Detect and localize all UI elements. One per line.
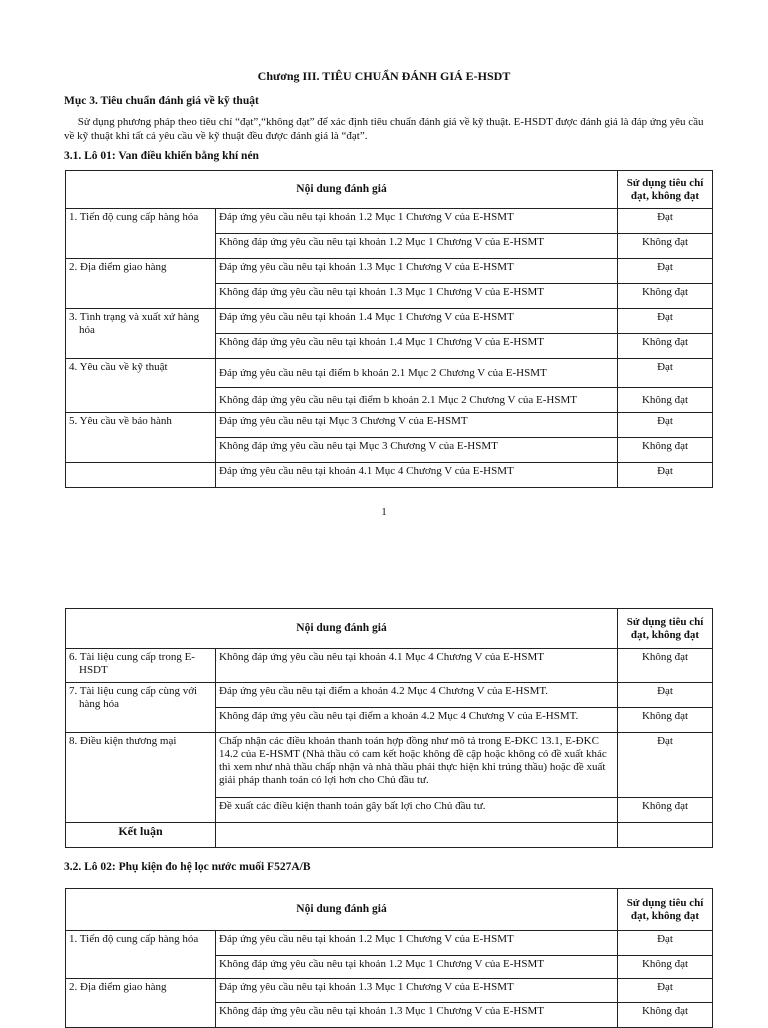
page-number: 1 [381, 506, 387, 518]
criterion-cell [66, 463, 216, 488]
lot1-title: 3.1. Lô 01: Van điều khiển bằng khí nén [64, 150, 259, 162]
table-row [66, 209, 713, 234]
fail-cell: Đề xuất các điều kiện thanh toán gây bất lợi cho Chủ đầu tư. [216, 798, 618, 823]
criterion-cell: 1. Tiến độ cung cấp hàng hóa [66, 931, 216, 979]
pass-cell: Đáp ứng yêu cầu nêu tại điểm a khoản 4.2 Mục 4 Chương V của E-HSMT. [216, 683, 618, 708]
conclusion-result [618, 823, 713, 848]
result-cell: Đạt [618, 733, 713, 798]
fail-cell: Không đáp ứng yêu cầu nêu tại điểm b khoản 2.1 Mục 2 Chương V của E-HSMT [216, 388, 618, 413]
fail-cell: Không đáp ứng yêu cầu nêu tại khoản 1.3 Mục 1 Chương V của E-HSMT [216, 284, 618, 309]
result-cell: Đạt [618, 413, 713, 438]
result-cell: Không đạt [618, 649, 713, 683]
result-cell: Đạt [618, 209, 713, 234]
pass-cell: Đáp ứng yêu cầu nêu tại khoản 1.3 Mục 1 Chương V của E-HSMT [216, 979, 618, 1003]
table-row [66, 733, 713, 798]
result-cell: Đạt [618, 259, 713, 284]
table-row [66, 463, 713, 488]
fail-cell: Không đáp ứng yêu cầu nêu tại điểm a khoản 4.2 Mục 4 Chương V của E-HSMT. [216, 708, 618, 733]
result-cell: Không đạt [618, 1003, 713, 1028]
result-cell: Không đạt [618, 798, 713, 823]
criterion-text: 3. Tình trạng và xuất xứ hàng hóa [69, 311, 200, 336]
pass-cell: Đáp ứng yêu cầu nêu tại khoản 1.2 Mục 1 Chương V của E-HSMT [216, 209, 618, 234]
pass-cell: Chấp nhận các điều khoản thanh toán hợp đồng như mô tả trong E-ĐKC 13.1, E-ĐKC 14.2 của E-HSMT (Nhà thầu có cam kết hoặc không đề cập hoặc không có đề xuất khác thì xem như nhà thầu chấp nhận và nhà thầu phải thực hiện khi trúng thầu) hoặc đề xuất giải pháp thanh toán có lợi hơn cho Chủ đầu tư. [216, 733, 618, 798]
evaluation-table-lot2 [65, 888, 713, 1028]
conclusion-label: Kết luận [66, 823, 216, 848]
criterion-cell [66, 683, 216, 733]
intro-text: Sử dụng phương pháp theo tiêu chí “đạt”,“không đạt” để xác định tiêu chuẩn đánh giá về kỹ thuật. E-HSDT được đánh giá là đáp ứng yêu cầu về kỹ thuật khi tất cả yêu cầu về kỹ thuật đều được đánh giá là “đạt”. [64, 116, 704, 142]
fail-cell: Không đáp ứng yêu cầu nêu tại khoản 4.1 Mục 4 Chương V của E-HSMT [216, 649, 618, 683]
evaluation-table-lot1-continued [65, 608, 713, 848]
criterion-cell: 2. Địa điểm giao hàng [66, 259, 216, 309]
pass-cell: Đáp ứng yêu cầu nêu tại khoản 1.2 Mục 1 Chương V của E-HSMT [216, 931, 618, 956]
criterion-cell [66, 649, 216, 683]
result-cell: Không đạt [618, 284, 713, 309]
table-row [66, 259, 713, 284]
header-criterion: Sử dụng tiêu chí đạt, không đạt [618, 609, 713, 649]
header-content: Nội dung đánh giá [66, 609, 618, 649]
criterion-text: 7. Tài liệu cung cấp cùng với hàng hóa [69, 685, 198, 710]
criterion-cell: 5. Yêu cầu về bảo hành [66, 413, 216, 463]
intro-paragraph [64, 115, 712, 143]
header-criterion: Sử dụng tiêu chí đạt, không đạt [618, 889, 713, 931]
header-content: Nội dung đánh giá [66, 889, 618, 931]
criterion-cell: 1. Tiến độ cung cấp hàng hóa [66, 209, 216, 259]
lot2-title: 3.2. Lô 02: Phụ kiện đo hệ lọc nước muối F527A/B [64, 861, 311, 873]
conclusion-content [216, 823, 618, 848]
evaluation-table-lot1 [65, 170, 713, 488]
table-row [66, 683, 713, 708]
table-row [66, 413, 713, 438]
fail-cell: Không đáp ứng yêu cầu nêu tại khoản 1.3 Mục 1 Chương V của E-HSMT [216, 1003, 618, 1028]
table-header-row [66, 609, 713, 649]
table-header-row [66, 889, 713, 931]
result-cell: Đạt [618, 359, 713, 388]
table-header-row [66, 171, 713, 209]
criterion-cell: 8. Điều kiện thương mại [66, 733, 216, 823]
table-row [66, 931, 713, 956]
result-cell: Đạt [618, 683, 713, 708]
pass-cell: Đáp ứng yêu cầu nêu tại Mục 3 Chương V của E-HSMT [216, 413, 618, 438]
result-cell: Đạt [618, 979, 713, 1003]
fail-cell: Không đáp ứng yêu cầu nêu tại khoản 1.4 Mục 1 Chương V của E-HSMT [216, 334, 618, 359]
pass-cell: Đáp ứng yêu cầu nêu tại khoản 1.3 Mục 1 Chương V của E-HSMT [216, 259, 618, 284]
pass-cell: Đáp ứng yêu cầu nêu tại khoản 1.4 Mục 1 Chương V của E-HSMT [216, 309, 618, 334]
header-content: Nội dung đánh giá [66, 171, 618, 209]
result-cell: Đạt [618, 309, 713, 334]
criterion-cell [66, 309, 216, 359]
table-row [66, 309, 713, 334]
fail-cell: Không đáp ứng yêu cầu nêu tại khoản 1.2 Mục 1 Chương V của E-HSMT [216, 956, 618, 979]
result-cell: Không đạt [618, 438, 713, 463]
fail-cell: Không đáp ứng yêu cầu nêu tại Mục 3 Chương V của E-HSMT [216, 438, 618, 463]
result-cell: Không đạt [618, 708, 713, 733]
fail-cell: Không đáp ứng yêu cầu nêu tại khoản 1.2 Mục 1 Chương V của E-HSMT [216, 234, 618, 259]
conclusion-row [66, 823, 713, 848]
chapter-title: Chương III. TIÊU CHUẨN ĐÁNH GIÁ E-HSDT [257, 69, 511, 83]
criterion-cell: 4. Yêu cầu về kỹ thuật [66, 359, 216, 413]
result-cell: Không đạt [618, 956, 713, 979]
result-cell: Không đạt [618, 388, 713, 413]
pass-cell: Đáp ứng yêu cầu nêu tại điểm b khoản 2.1 Mục 2 Chương V của E-HSMT [216, 359, 618, 388]
criterion-text: 6. Tài liệu cung cấp trong E-HSDT [69, 651, 195, 676]
result-cell: Không đạt [618, 234, 713, 259]
criterion-cell: 2. Địa điểm giao hàng [66, 979, 216, 1028]
table-row [66, 979, 713, 1003]
header-criterion: Sử dụng tiêu chí đạt, không đạt [618, 171, 713, 209]
result-cell: Không đạt [618, 334, 713, 359]
table-row [66, 649, 713, 683]
section-title: Mục 3. Tiêu chuẩn đánh giá về kỹ thuật [64, 95, 259, 107]
table-row [66, 359, 713, 388]
pass-cell: Đáp ứng yêu cầu nêu tại khoản 4.1 Mục 4 Chương V của E-HSMT [216, 463, 618, 488]
result-cell: Đạt [618, 463, 713, 488]
result-cell: Đạt [618, 931, 713, 956]
